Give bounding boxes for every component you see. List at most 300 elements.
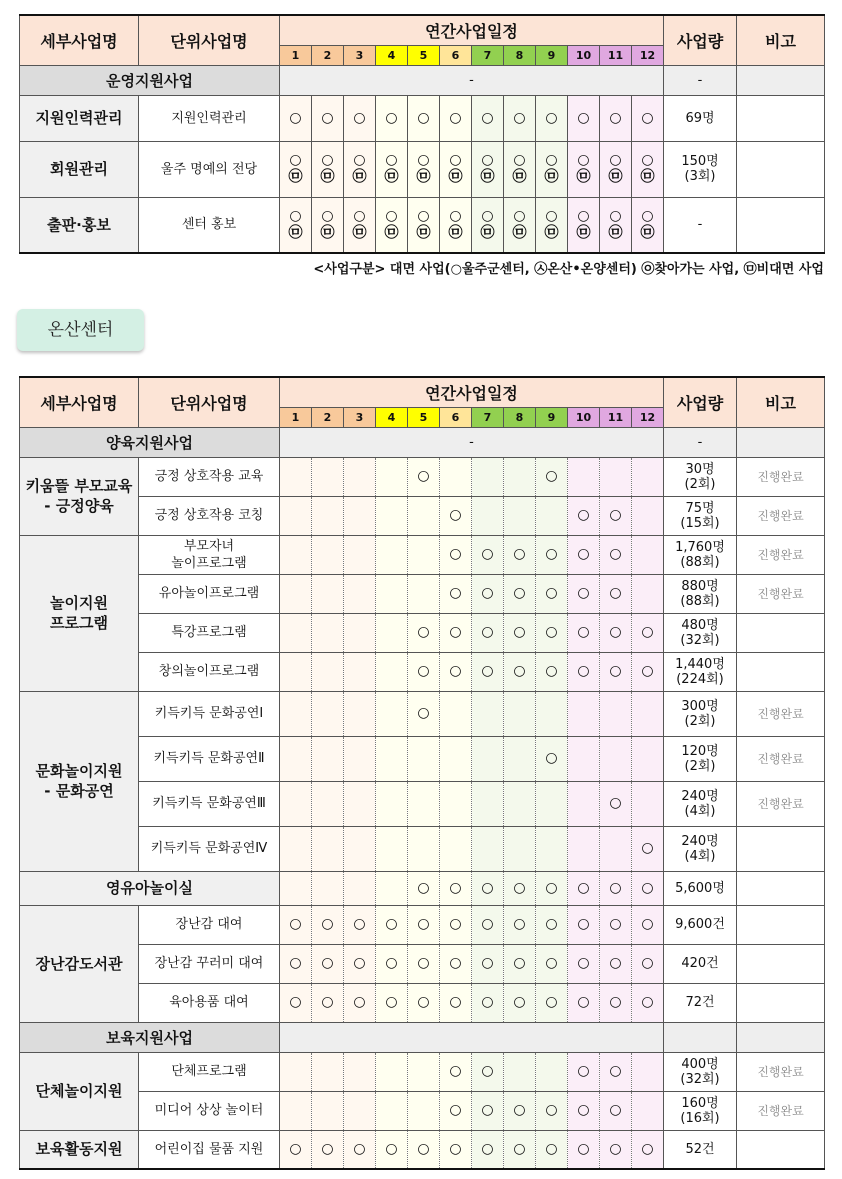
month-header: 12 xyxy=(632,407,664,427)
face-to-face-mark: ○ xyxy=(481,916,494,932)
month-cell xyxy=(344,1052,376,1091)
month-cell xyxy=(536,613,568,652)
month-cell xyxy=(504,736,536,781)
month-cell xyxy=(504,691,536,736)
face-to-face-mark: ○ xyxy=(289,109,302,126)
face-to-face-mark: ○ xyxy=(545,152,558,168)
month-cell xyxy=(472,781,504,826)
month-cell xyxy=(344,535,376,574)
month-cell xyxy=(600,1091,632,1130)
month-cell xyxy=(536,871,568,905)
month-cell xyxy=(376,781,408,826)
month-header: 2 xyxy=(312,45,344,65)
month-cell xyxy=(344,983,376,1022)
month-cell xyxy=(600,691,632,736)
month-cell xyxy=(408,691,440,736)
month-cell xyxy=(440,826,472,871)
section-schedule xyxy=(280,1022,664,1052)
face-to-face-mark: ○ xyxy=(289,955,302,971)
header-detail: 세부사업명 xyxy=(20,377,139,427)
face-to-face-mark: ○ xyxy=(609,955,622,971)
note-cell xyxy=(737,197,825,253)
month-cell xyxy=(344,141,376,197)
month-cell xyxy=(376,983,408,1022)
online-mark: ㉤ xyxy=(352,224,367,241)
header-quantity: 사업량 xyxy=(664,15,737,65)
quantity-cell: 240명 (4회) xyxy=(664,826,737,871)
month-header: 10 xyxy=(568,45,600,65)
section-note xyxy=(737,427,825,457)
month-header: 5 xyxy=(408,407,440,427)
face-to-face-mark: ○ xyxy=(481,994,494,1010)
month-cell xyxy=(376,141,408,197)
month-cell xyxy=(440,141,472,197)
online-mark: ㉤ xyxy=(640,224,655,241)
month-cell xyxy=(472,1130,504,1169)
month-cell xyxy=(632,905,664,944)
section-note xyxy=(737,1022,825,1052)
month-cell xyxy=(472,574,504,613)
month-cell xyxy=(504,613,536,652)
program-group: 출판·홍보 xyxy=(20,197,139,253)
month-cell xyxy=(472,736,504,781)
header-schedule: 연간사업일정 xyxy=(280,15,664,45)
face-to-face-mark: ○ xyxy=(481,207,494,224)
section-quantity: - xyxy=(664,427,737,457)
face-to-face-mark: ○ xyxy=(577,994,590,1010)
face-to-face-mark: ○ xyxy=(545,468,558,484)
month-cell xyxy=(536,141,568,197)
month-cell xyxy=(440,197,472,253)
quantity-cell: 1,760명 (88회) xyxy=(664,535,737,574)
face-to-face-mark: ○ xyxy=(641,109,654,126)
header-quantity: 사업량 xyxy=(664,377,737,427)
month-cell xyxy=(600,535,632,574)
month-cell xyxy=(504,905,536,944)
face-to-face-mark: ○ xyxy=(417,663,430,679)
month-cell xyxy=(536,457,568,496)
table-row xyxy=(20,826,825,871)
month-cell xyxy=(632,1052,664,1091)
month-cell xyxy=(472,457,504,496)
month-cell xyxy=(536,905,568,944)
month-cell xyxy=(312,871,344,905)
month-cell xyxy=(344,1091,376,1130)
month-header: 1 xyxy=(280,45,312,65)
month-cell xyxy=(376,197,408,253)
month-cell xyxy=(472,983,504,1022)
face-to-face-mark: ○ xyxy=(385,955,398,971)
month-cell xyxy=(344,905,376,944)
face-to-face-mark: ○ xyxy=(513,585,526,601)
face-to-face-mark: ○ xyxy=(545,879,558,896)
face-to-face-mark: ○ xyxy=(449,546,462,562)
face-to-face-mark: ○ xyxy=(289,207,302,224)
note-cell xyxy=(737,905,825,944)
month-cell xyxy=(408,95,440,141)
month-cell xyxy=(600,95,632,141)
month-cell xyxy=(440,736,472,781)
face-to-face-mark: ○ xyxy=(513,152,526,168)
face-to-face-mark: ○ xyxy=(481,879,494,896)
month-cell xyxy=(408,141,440,197)
month-cell xyxy=(408,1052,440,1091)
face-to-face-mark: ○ xyxy=(577,207,590,224)
month-cell xyxy=(312,944,344,983)
month-cell xyxy=(344,197,376,253)
face-to-face-mark: ○ xyxy=(353,916,366,932)
month-cell xyxy=(632,141,664,197)
header-unit: 단위사업명 xyxy=(139,377,280,427)
month-cell xyxy=(408,535,440,574)
face-to-face-mark: ○ xyxy=(481,624,494,640)
month-cell xyxy=(568,197,600,253)
face-to-face-mark: ○ xyxy=(545,1140,558,1157)
month-cell xyxy=(632,871,664,905)
quantity-cell: 69명 xyxy=(664,95,737,141)
month-cell xyxy=(472,197,504,253)
month-cell xyxy=(536,781,568,826)
face-to-face-mark: ○ xyxy=(609,879,622,896)
month-cell xyxy=(344,496,376,535)
quantity-cell: 880명 (88회) xyxy=(664,574,737,613)
note-cell: 진행완료 xyxy=(737,457,825,496)
month-cell xyxy=(504,141,536,197)
quantity-cell: 480명 (32회) xyxy=(664,613,737,652)
month-cell xyxy=(536,496,568,535)
month-cell xyxy=(408,983,440,1022)
month-cell xyxy=(344,736,376,781)
month-cell xyxy=(600,141,632,197)
month-cell xyxy=(344,691,376,736)
section-name: 운영지원사업 xyxy=(20,65,280,95)
quantity-cell: 120명 (2회) xyxy=(664,736,737,781)
month-cell xyxy=(600,1130,632,1169)
face-to-face-mark: ○ xyxy=(449,152,462,168)
quantity-cell: 1,440명 (224회) xyxy=(664,652,737,691)
month-cell xyxy=(504,95,536,141)
online-mark: ㉤ xyxy=(416,169,431,185)
program-group: 단체놀이지원 xyxy=(20,1052,139,1130)
section-schedule: - xyxy=(280,427,664,457)
face-to-face-mark: ○ xyxy=(481,546,494,562)
month-cell xyxy=(312,736,344,781)
month-cell xyxy=(376,1052,408,1091)
face-to-face-mark: ○ xyxy=(353,1140,366,1157)
table-row xyxy=(20,496,825,535)
face-to-face-mark: ○ xyxy=(513,879,526,896)
month-cell xyxy=(536,736,568,781)
quantity-cell: 420건 xyxy=(664,944,737,983)
month-cell xyxy=(440,905,472,944)
month-cell xyxy=(568,826,600,871)
unit-program: 키득키득 문화공연Ⅳ xyxy=(139,826,280,871)
face-to-face-mark: ○ xyxy=(609,546,622,562)
month-cell xyxy=(280,983,312,1022)
month-cell xyxy=(504,652,536,691)
month-cell xyxy=(472,652,504,691)
face-to-face-mark: ○ xyxy=(577,585,590,601)
month-cell xyxy=(632,691,664,736)
face-to-face-mark: ○ xyxy=(449,207,462,224)
month-cell xyxy=(568,535,600,574)
face-to-face-mark: ○ xyxy=(609,663,622,679)
unit-program: 장난감 꾸러미 대여 xyxy=(139,944,280,983)
face-to-face-mark: ○ xyxy=(321,916,334,932)
face-to-face-mark: ○ xyxy=(449,109,462,126)
note-cell xyxy=(737,983,825,1022)
month-cell xyxy=(344,652,376,691)
face-to-face-mark: ○ xyxy=(449,663,462,679)
month-cell xyxy=(312,141,344,197)
section-name: 양육지원사업 xyxy=(20,427,280,457)
face-to-face-mark: ○ xyxy=(449,1140,462,1157)
month-cell xyxy=(632,1091,664,1130)
face-to-face-mark: ○ xyxy=(385,994,398,1010)
unit-program: 장난감 대여 xyxy=(139,905,280,944)
unit-program: 키득키득 문화공연Ⅰ xyxy=(139,691,280,736)
online-mark: ㉤ xyxy=(448,224,463,241)
month-cell xyxy=(568,983,600,1022)
month-cell xyxy=(344,457,376,496)
month-cell xyxy=(504,197,536,253)
month-cell xyxy=(632,613,664,652)
unit-program: 어린이집 물품 지원 xyxy=(139,1130,280,1169)
month-header: 9 xyxy=(536,45,568,65)
month-cell xyxy=(504,983,536,1022)
face-to-face-mark: ○ xyxy=(577,1063,590,1079)
month-cell xyxy=(504,535,536,574)
face-to-face-mark: ○ xyxy=(353,152,366,168)
face-to-face-mark: ○ xyxy=(481,663,494,679)
note-cell: 진행완료 xyxy=(737,535,825,574)
month-cell xyxy=(440,652,472,691)
month-cell xyxy=(536,944,568,983)
quantity-cell: 75명 (15회) xyxy=(664,496,737,535)
month-cell xyxy=(408,1091,440,1130)
month-cell xyxy=(600,197,632,253)
table-row xyxy=(20,871,825,905)
face-to-face-mark: ○ xyxy=(417,879,430,896)
month-cell xyxy=(600,574,632,613)
month-cell xyxy=(440,574,472,613)
month-cell xyxy=(344,1130,376,1169)
table-row xyxy=(20,691,825,736)
month-cell xyxy=(504,457,536,496)
month-cell xyxy=(600,944,632,983)
online-mark: ㉤ xyxy=(608,224,623,241)
month-cell xyxy=(280,95,312,141)
month-header: 2 xyxy=(312,407,344,427)
month-cell xyxy=(280,736,312,781)
section-row xyxy=(20,427,825,457)
table-row xyxy=(20,905,825,944)
month-cell xyxy=(472,535,504,574)
face-to-face-mark: ○ xyxy=(577,879,590,896)
face-to-face-mark: ○ xyxy=(385,207,398,224)
month-header: 7 xyxy=(472,407,504,427)
month-header: 3 xyxy=(344,407,376,427)
table-row xyxy=(20,781,825,826)
unit-program: 긍정 상호작용 교육 xyxy=(139,457,280,496)
month-cell xyxy=(440,781,472,826)
note-cell xyxy=(737,613,825,652)
face-to-face-mark: ○ xyxy=(481,1102,494,1118)
face-to-face-mark: ○ xyxy=(609,207,622,224)
month-cell xyxy=(312,496,344,535)
month-cell xyxy=(536,826,568,871)
face-to-face-mark: ○ xyxy=(417,109,430,126)
program-group: 장난감도서관 xyxy=(20,905,139,1022)
month-cell xyxy=(344,781,376,826)
onsan-schedule-table xyxy=(19,376,825,1170)
month-cell xyxy=(280,574,312,613)
month-header: 5 xyxy=(408,45,440,65)
legend-text: <사업구분> 대면 사업(○울주군센터, ㉦온산•온양센터) ㉧찾아가는 사업, ㉤비대면 사업 xyxy=(313,262,824,277)
month-cell xyxy=(536,1130,568,1169)
month-cell xyxy=(440,95,472,141)
month-cell xyxy=(312,1130,344,1169)
month-cell xyxy=(440,613,472,652)
month-cell xyxy=(408,197,440,253)
face-to-face-mark: ○ xyxy=(577,546,590,562)
month-cell xyxy=(408,826,440,871)
month-cell xyxy=(312,535,344,574)
month-cell xyxy=(568,95,600,141)
month-cell xyxy=(472,905,504,944)
month-cell xyxy=(536,691,568,736)
face-to-face-mark: ○ xyxy=(609,1063,622,1079)
note-cell xyxy=(737,141,825,197)
month-cell xyxy=(536,1052,568,1091)
table-row xyxy=(20,1052,825,1091)
tab-onsan-center[interactable]: 온산센터 xyxy=(17,309,144,351)
section-row xyxy=(20,65,825,95)
face-to-face-mark: ○ xyxy=(449,879,462,896)
month-cell xyxy=(600,826,632,871)
month-cell xyxy=(568,736,600,781)
note-cell xyxy=(737,826,825,871)
face-to-face-mark: ○ xyxy=(449,585,462,601)
month-header: 9 xyxy=(536,407,568,427)
table-row xyxy=(20,197,825,253)
online-mark: ㉤ xyxy=(544,224,559,241)
month-cell xyxy=(632,95,664,141)
month-cell xyxy=(568,905,600,944)
month-cell xyxy=(504,944,536,983)
face-to-face-mark: ○ xyxy=(545,624,558,640)
month-cell xyxy=(568,691,600,736)
table-row xyxy=(20,535,825,574)
face-to-face-mark: ○ xyxy=(513,109,526,126)
note-cell: 진행완료 xyxy=(737,736,825,781)
section-row xyxy=(20,1022,825,1052)
face-to-face-mark: ○ xyxy=(449,994,462,1010)
month-cell xyxy=(632,983,664,1022)
month-cell xyxy=(600,1052,632,1091)
month-header: 10 xyxy=(568,407,600,427)
month-header: 12 xyxy=(632,45,664,65)
note-cell xyxy=(737,944,825,983)
online-mark: ㉤ xyxy=(288,224,303,241)
month-cell xyxy=(344,826,376,871)
month-cell xyxy=(632,535,664,574)
month-cell xyxy=(536,535,568,574)
month-cell xyxy=(600,496,632,535)
face-to-face-mark: ○ xyxy=(609,1140,622,1157)
month-cell xyxy=(344,613,376,652)
program-group: 문화놀이지원 - 문화공연 xyxy=(20,691,139,871)
face-to-face-mark: ○ xyxy=(577,507,590,523)
note-cell xyxy=(737,1130,825,1169)
month-cell xyxy=(408,781,440,826)
table-row xyxy=(20,457,825,496)
month-cell xyxy=(280,1130,312,1169)
online-mark: ㉤ xyxy=(640,169,655,185)
face-to-face-mark: ○ xyxy=(321,994,334,1010)
month-cell xyxy=(376,871,408,905)
table-row xyxy=(20,983,825,1022)
unit-program: 육아용품 대여 xyxy=(139,983,280,1022)
month-cell xyxy=(280,613,312,652)
month-cell xyxy=(504,574,536,613)
month-cell xyxy=(440,871,472,905)
month-cell xyxy=(312,1052,344,1091)
face-to-face-mark: ○ xyxy=(353,955,366,971)
quantity-cell: 300명 (2회) xyxy=(664,691,737,736)
month-cell xyxy=(504,1130,536,1169)
month-cell xyxy=(376,535,408,574)
month-cell xyxy=(312,652,344,691)
face-to-face-mark: ○ xyxy=(545,955,558,971)
month-cell xyxy=(280,535,312,574)
unit-program: 단체프로그램 xyxy=(139,1052,280,1091)
table-row xyxy=(20,736,825,781)
month-cell xyxy=(376,826,408,871)
month-cell xyxy=(280,652,312,691)
face-to-face-mark: ○ xyxy=(577,1102,590,1118)
face-to-face-mark: ○ xyxy=(289,1140,302,1157)
quantity-cell: 52건 xyxy=(664,1130,737,1169)
month-cell xyxy=(472,95,504,141)
month-cell xyxy=(504,1052,536,1091)
unit-program: 유아놀이프로그램 xyxy=(139,574,280,613)
online-mark: ㉤ xyxy=(480,224,495,241)
month-cell xyxy=(568,496,600,535)
month-cell xyxy=(344,574,376,613)
face-to-face-mark: ○ xyxy=(609,109,622,126)
month-cell xyxy=(632,652,664,691)
header-unit: 단위사업명 xyxy=(139,15,280,65)
face-to-face-mark: ○ xyxy=(577,1140,590,1157)
face-to-face-mark: ○ xyxy=(577,955,590,971)
month-header: 6 xyxy=(440,407,472,427)
face-to-face-mark: ○ xyxy=(513,207,526,224)
section-name: 보육지원사업 xyxy=(20,1022,280,1052)
face-to-face-mark: ○ xyxy=(641,955,654,971)
month-cell xyxy=(280,1052,312,1091)
month-cell xyxy=(600,905,632,944)
header-note: 비고 xyxy=(737,377,825,427)
section-quantity xyxy=(664,1022,737,1052)
month-cell xyxy=(472,944,504,983)
unit-program: 미디어 상상 놀이터 xyxy=(139,1091,280,1130)
month-cell xyxy=(312,781,344,826)
table-row xyxy=(20,1130,825,1169)
face-to-face-mark: ○ xyxy=(449,507,462,523)
month-header: 11 xyxy=(600,407,632,427)
month-cell xyxy=(536,197,568,253)
